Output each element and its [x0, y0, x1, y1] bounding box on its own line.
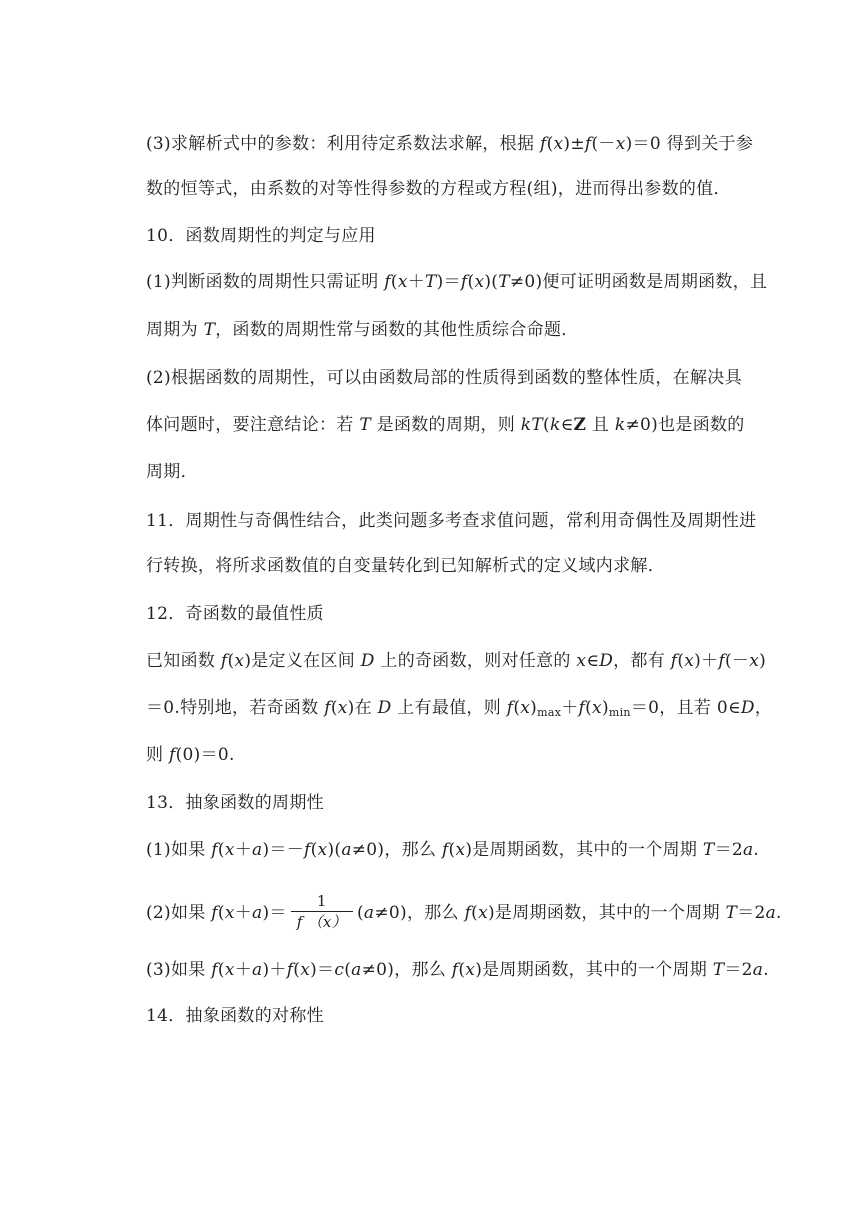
- math-subscript-min: min: [608, 706, 631, 719]
- paragraph-13-3: [146, 958, 769, 982]
- math-x: x: [615, 134, 626, 154]
- text: 已知函数: [146, 651, 221, 671]
- paragraph-12-line-3: [146, 743, 235, 767]
- text: 数的恒等式，由系数的对等性得参数的方程或方程(组)，进而得出参数的值．: [146, 179, 731, 199]
- text: )是定义在区间: [244, 651, 361, 671]
- math-text: (: [227, 651, 235, 671]
- math-c: c: [334, 960, 345, 980]
- math-a: a: [363, 903, 375, 923]
- math-text: ＋: [234, 840, 253, 860]
- math-text: )＝: [262, 903, 287, 923]
- math-text: )(: [327, 840, 342, 860]
- math-T: T: [359, 415, 371, 435]
- math-text: (0)＝0.: [175, 745, 235, 765]
- text: 行转换，将所求函数值的自变量转化到已知解析式的定义域内求解．: [146, 556, 665, 576]
- heading-13: [146, 791, 324, 815]
- text: ≠0)，那么: [361, 960, 452, 980]
- math-f: f: [464, 903, 472, 923]
- math-f: f: [324, 698, 331, 718]
- math-text: ＋: [234, 903, 253, 923]
- math-D: D: [360, 651, 375, 671]
- math-text: (: [217, 903, 225, 923]
- math-text: ): [530, 698, 538, 718]
- math-f: f: [211, 840, 218, 860]
- math-text: ): [759, 651, 767, 671]
- math-text: )＝: [310, 960, 335, 980]
- math-f: f: [584, 134, 592, 154]
- text: (2)根据函数的周期性，可以由函数局部的性质得到函数的整体性质，在解决具: [146, 368, 742, 388]
- text: ＝0.特别地，若奇函数: [146, 698, 325, 718]
- math-text: )±: [563, 134, 585, 154]
- math-x: x: [684, 651, 695, 671]
- math-a: a: [252, 903, 263, 923]
- math-x: x: [592, 698, 602, 718]
- text: (2)如果: [146, 903, 212, 923]
- math-T: T: [203, 320, 216, 340]
- paragraph-10-1-line-2: [146, 318, 579, 342]
- math-f: f: [384, 272, 391, 292]
- text: 且: [586, 415, 615, 435]
- math-a: a: [765, 903, 777, 923]
- text: .: [753, 840, 760, 860]
- math-text: (: [217, 840, 225, 860]
- math-f: f: [211, 903, 218, 923]
- math-text: (: [217, 960, 225, 980]
- math-x: x: [300, 960, 311, 980]
- heading-text: 13．抽象函数的周期性: [146, 793, 324, 813]
- text: (3)如果: [146, 960, 212, 980]
- heading-text: 14．抽象函数的对称性: [146, 1006, 324, 1026]
- text: ＝0，且若 0∈: [630, 698, 741, 718]
- math-x: x: [474, 272, 485, 292]
- math-x: x: [397, 272, 408, 292]
- math-x: x: [749, 651, 760, 671]
- math-f: f: [718, 651, 725, 671]
- math-f: f: [169, 745, 176, 765]
- math-T: T: [712, 960, 725, 980]
- math-text: )＋: [262, 960, 287, 980]
- math-x: x: [224, 960, 235, 980]
- math-text: (－: [591, 134, 616, 154]
- paragraph-12-line-1: [146, 649, 766, 673]
- heading-text: 11．周期性与奇偶性结合，此类问题多考查求值问题，常利用奇偶性及周期性进: [146, 511, 757, 531]
- heading-14: [146, 1004, 324, 1028]
- math-T: T: [702, 840, 715, 860]
- math-text: (－: [725, 651, 750, 671]
- paragraph-10-2-line-1: [146, 366, 742, 390]
- math-text: (: [390, 272, 398, 292]
- math-text: ＋: [234, 960, 253, 980]
- paragraph-3-line-1: [146, 132, 753, 156]
- text: ≠0)，那么: [351, 840, 442, 860]
- math-x: x: [224, 903, 235, 923]
- math-a: a: [252, 840, 263, 860]
- text: 则: [146, 745, 170, 765]
- text: )是周期函数，其中的一个周期: [475, 960, 713, 980]
- text: (1)如果: [146, 840, 212, 860]
- math-a: a: [351, 960, 362, 980]
- heading-11-line-2: [146, 554, 665, 578]
- math-text: (: [356, 903, 364, 923]
- paragraph-12-line-2: [146, 696, 772, 725]
- math-f: f: [304, 840, 311, 860]
- math-f: f: [211, 960, 218, 980]
- text: .: [763, 960, 769, 980]
- text: ，: [754, 698, 773, 718]
- text: )在: [347, 698, 378, 718]
- math-x: x: [455, 840, 466, 860]
- math-a: a: [341, 840, 352, 860]
- math-subscript-max: max: [537, 706, 562, 719]
- math-x: x: [224, 840, 235, 860]
- paragraph-13-1: [146, 838, 759, 862]
- math-f: f: [539, 134, 547, 154]
- text: ≠0)也是函数的: [625, 415, 745, 435]
- math-f: f: [460, 272, 468, 292]
- text: 体问题时，要注意结论：若: [146, 415, 360, 435]
- math-kT: kT: [520, 415, 544, 435]
- math-text: (: [344, 960, 352, 980]
- math-text: ∈: [586, 651, 600, 671]
- math-x: x: [234, 651, 245, 671]
- math-x: x: [337, 698, 348, 718]
- math-x: x: [520, 698, 531, 718]
- math-f: f: [286, 960, 294, 980]
- math-text: ＋: [407, 272, 426, 292]
- math-f: f: [506, 698, 514, 718]
- math-f: f: [578, 698, 586, 718]
- math-text: (: [585, 698, 593, 718]
- heading-text: 12．奇函数的最值性质: [146, 604, 324, 624]
- math-text: (: [458, 960, 466, 980]
- math-x: x: [553, 134, 564, 154]
- text: )是周期函数，其中的一个周期: [465, 840, 703, 860]
- math-fraction: [291, 891, 353, 932]
- math-text: ＋: [561, 698, 579, 718]
- math-D: D: [740, 698, 755, 718]
- heading-text: 10．函数周期性的判定与应用: [146, 226, 376, 246]
- math-T: T: [725, 903, 738, 923]
- math-D: D: [377, 698, 392, 718]
- math-Z: Z: [573, 415, 587, 435]
- math-text: (: [310, 840, 318, 860]
- text: (3)求解析式中的参数：利用待定系数法求解，根据: [146, 134, 540, 154]
- text: ≠0)便可证明函数是周期函数，且: [509, 272, 768, 292]
- math-f: f: [220, 651, 228, 671]
- text: )是周期函数，其中的一个周期: [487, 903, 726, 923]
- paragraph-10-2-line-2: [146, 413, 745, 437]
- math-text: (: [293, 960, 301, 980]
- math-text: (: [677, 651, 685, 671]
- paragraph-13-2: [146, 893, 782, 934]
- math-text: )＝－: [262, 840, 305, 860]
- math-text: ＝2: [714, 840, 743, 860]
- math-text: (: [546, 134, 554, 154]
- heading-12: [146, 602, 324, 626]
- math-T: T: [498, 272, 510, 292]
- heading-11-line-1: [146, 509, 756, 533]
- math-a: a: [252, 960, 263, 980]
- text: ，都有: [613, 651, 671, 671]
- math-T: T: [425, 272, 437, 292]
- text: )＝0 得到关于参: [625, 134, 754, 154]
- math-a: a: [742, 840, 754, 860]
- text: 是函数的周期，则: [370, 415, 521, 435]
- math-f: f: [451, 960, 459, 980]
- math-text: ): [601, 698, 609, 718]
- text: ≠0)，那么: [374, 903, 465, 923]
- fraction-denominator: f （x）: [291, 911, 353, 932]
- text: .: [776, 903, 782, 923]
- math-f: f: [441, 840, 449, 860]
- math-a: a: [752, 960, 764, 980]
- text: 周期．: [146, 462, 198, 482]
- math-text: (: [467, 272, 475, 292]
- math-x: x: [465, 960, 476, 980]
- math-text: ∈: [560, 415, 574, 435]
- math-text: (: [448, 840, 456, 860]
- heading-10: [146, 224, 376, 248]
- math-x: x: [576, 651, 587, 671]
- math-text: (: [330, 698, 338, 718]
- text: 上有最值，则: [391, 698, 507, 718]
- math-text: ＝2: [737, 903, 766, 923]
- math-text: )＝: [436, 272, 461, 292]
- paragraph-10-1-line-1: [146, 270, 767, 294]
- text: (1)判断函数的周期性只需证明: [146, 272, 385, 292]
- math-text: (: [471, 903, 479, 923]
- math-text: ＝2: [724, 960, 753, 980]
- math-text: )(: [484, 272, 499, 292]
- math-x: x: [478, 903, 488, 923]
- paragraph-10-2-line-3: [146, 460, 198, 484]
- math-text: )＋: [694, 651, 719, 671]
- math-text: (: [543, 415, 550, 435]
- paragraph-3-line-2: [146, 177, 731, 201]
- fraction-numerator: 1: [316, 892, 327, 910]
- text: 上的奇函数，则对任意的: [374, 651, 577, 671]
- math-k: k: [614, 415, 626, 435]
- math-x: x: [317, 840, 328, 860]
- math-D: D: [599, 651, 614, 671]
- math-text: (: [513, 698, 521, 718]
- math-f: f: [670, 651, 678, 671]
- text: ，函数的周期性常与函数的其他性质综合命题．: [215, 320, 579, 340]
- text: 周期为: [146, 320, 204, 340]
- math-k: k: [549, 415, 561, 435]
